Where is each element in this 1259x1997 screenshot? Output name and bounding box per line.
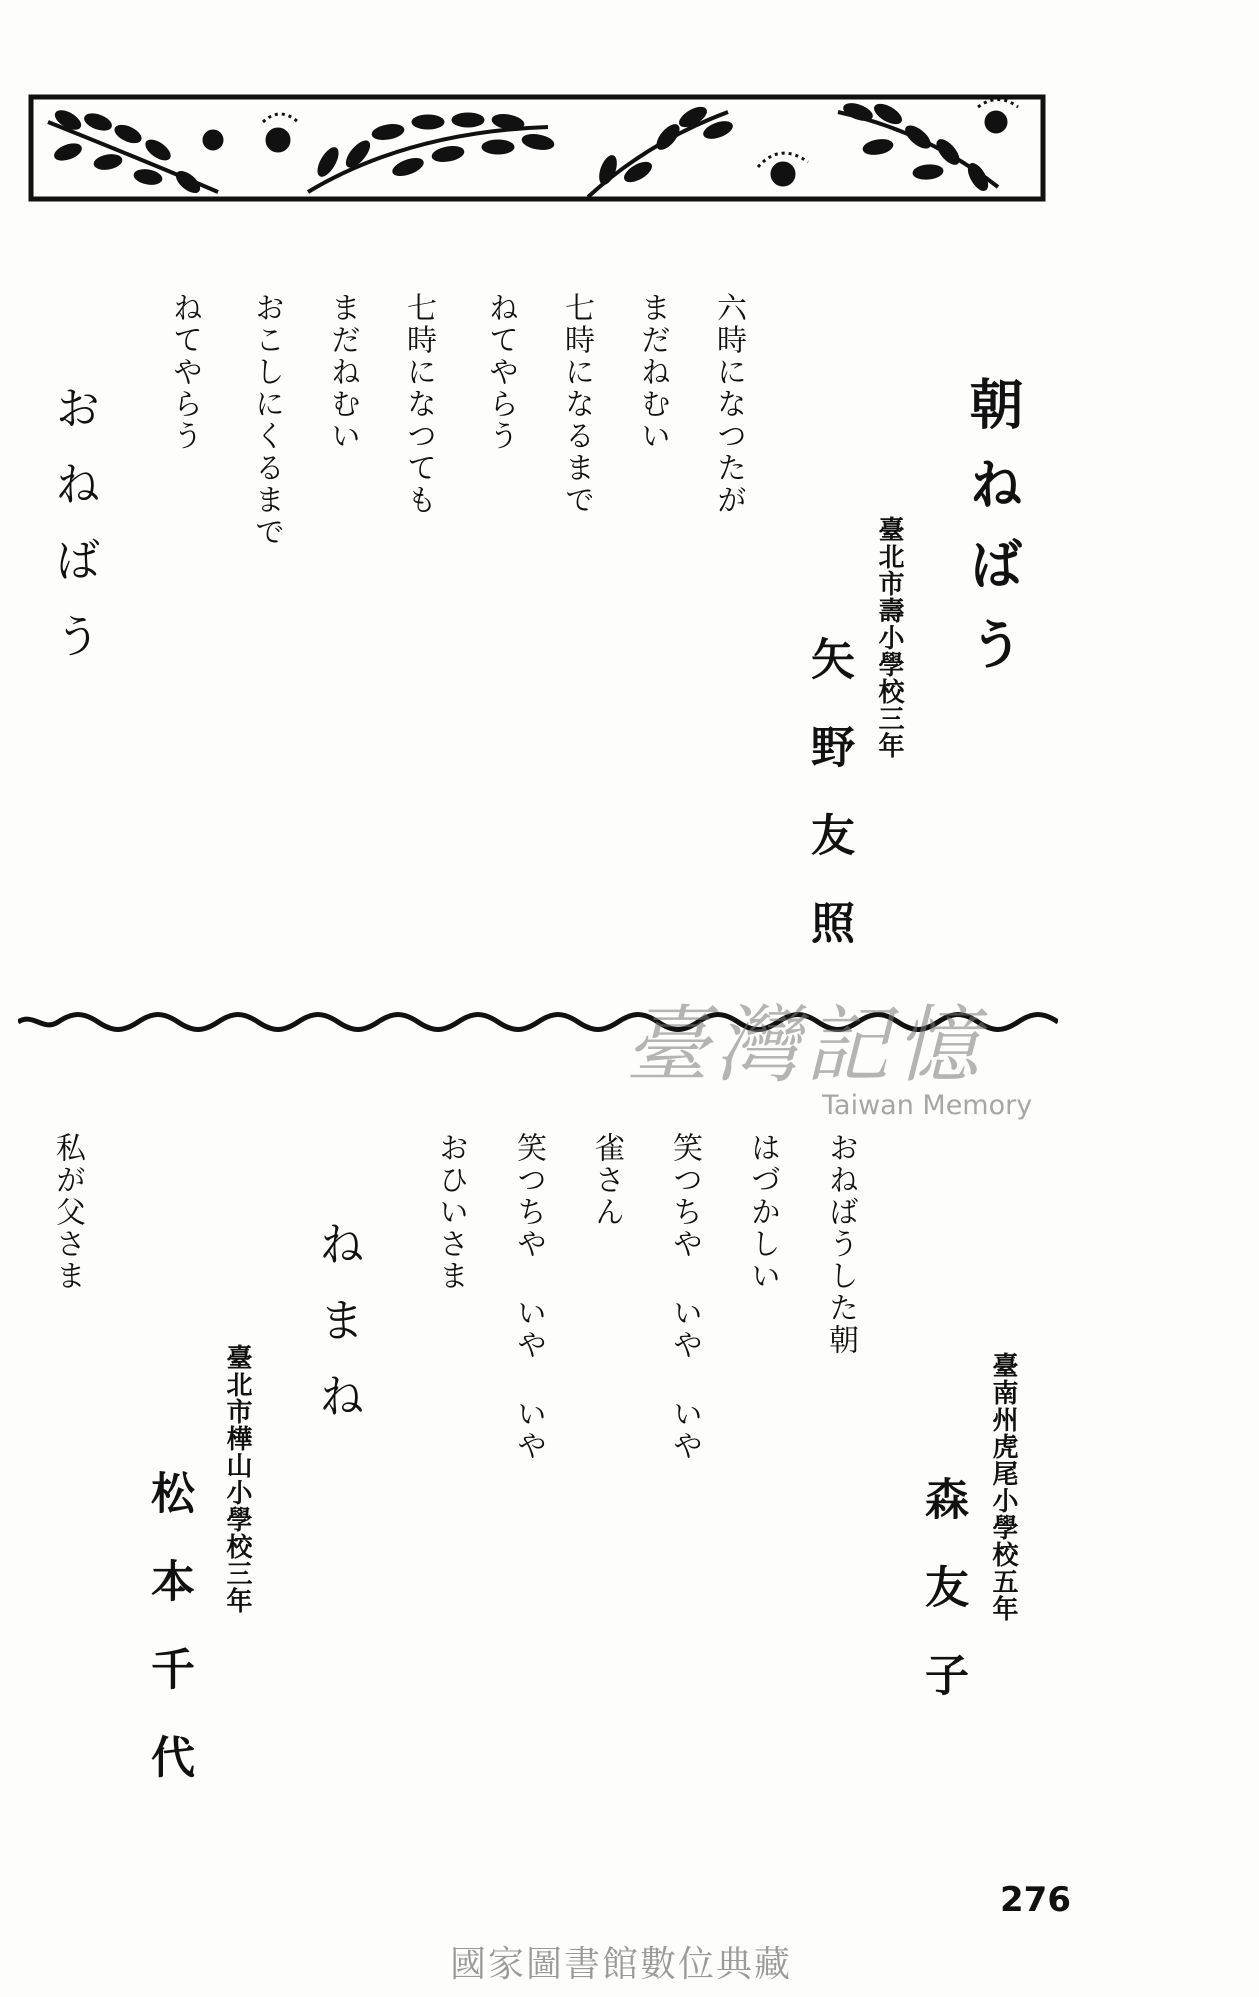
poem-line: 笑つちや いや いや: [667, 1132, 702, 1462]
poem-school: 臺北市樺山小學校三年: [222, 1344, 252, 1614]
page-number: 276: [1000, 1880, 1071, 1920]
poem-line: おこしにくるまで: [249, 292, 284, 548]
poem-line: まだねむい: [635, 292, 670, 452]
watermark-subtitle: Taiwan Memory: [822, 1090, 1033, 1121]
poem-line: おひいさま: [433, 1132, 468, 1292]
poem-title: 朝ねばう: [961, 376, 1025, 696]
poem-line: 私が父さま: [50, 1132, 85, 1292]
poem-author: 矢野友照: [803, 636, 854, 988]
watermark-title: 臺灣記憶: [625, 996, 986, 1094]
poem-line: 笑つちや いや いや: [511, 1132, 546, 1462]
poem-line: おねばうした朝: [823, 1132, 858, 1356]
decorative-header-border: [28, 92, 1048, 207]
poem-school: 臺北市壽小學校三年: [874, 516, 904, 759]
poem-line: 七時になるまで: [559, 292, 594, 516]
poem-title: ねまね: [312, 1220, 366, 1448]
library-mark: 國家圖書館數位典藏: [450, 1944, 793, 1985]
poem-school: 臺南州虎尾小學校五年: [988, 1352, 1018, 1622]
poem-line: 六時になつたが: [711, 292, 746, 516]
poem-line: 雀さん: [589, 1132, 624, 1228]
poem-line: まだねむい: [325, 292, 360, 452]
poem-line: はづかしい: [745, 1132, 780, 1292]
poem-line: ねてやらう: [483, 292, 518, 452]
poem-closing-line: おねばう: [48, 384, 102, 688]
poem-author: 森友子: [917, 1476, 968, 1740]
poem-line: ねてやらう: [167, 292, 202, 452]
poem-line: 七時になつても: [401, 292, 436, 516]
poem-author: 松本千代: [143, 1470, 194, 1822]
